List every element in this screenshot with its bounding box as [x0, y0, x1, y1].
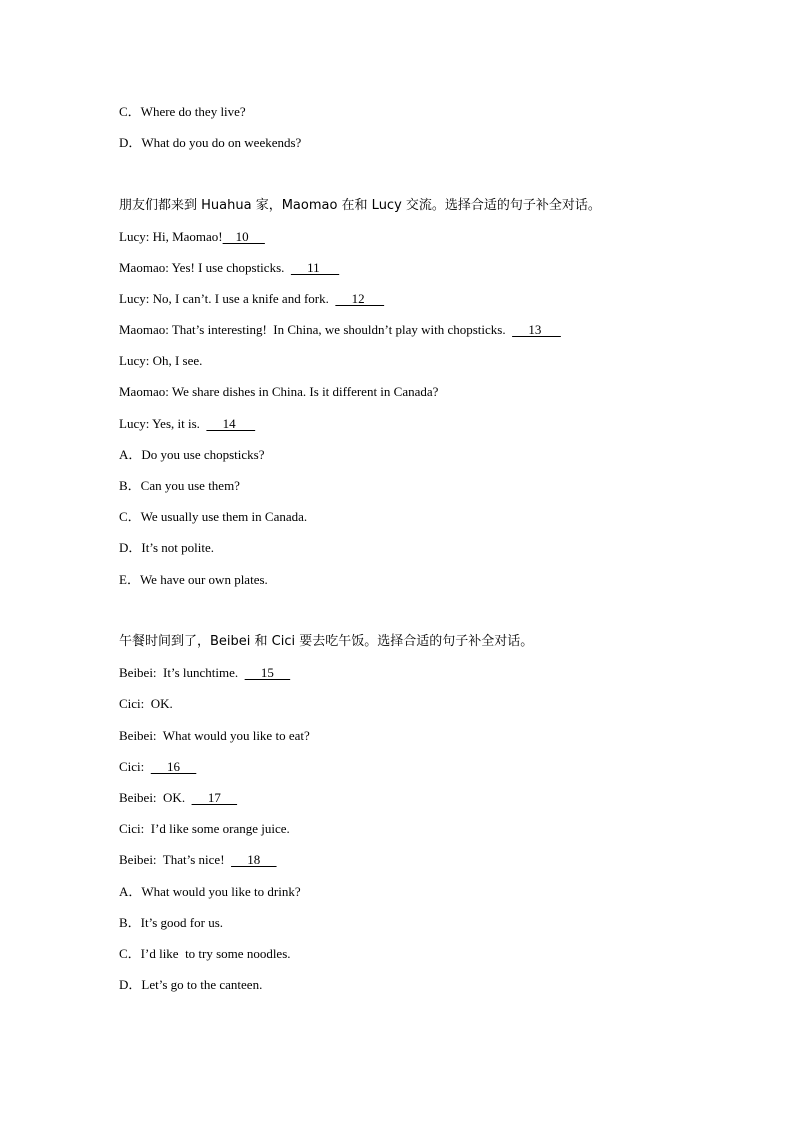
dialogue-text: Beibei: That’s nice! [119, 852, 232, 867]
dialogue-line [119, 789, 237, 807]
option-c: C．We usually use them in Canada. [119, 509, 308, 524]
option-c: C．I’d like to try some noodles. [119, 946, 291, 961]
dialogue-text: Lucy: Yes, it is. [119, 416, 207, 431]
option-d: D．It’s not polite. [119, 540, 214, 555]
dialogue-text: Beibei: OK. [119, 790, 192, 805]
answer-blank: 18 [231, 852, 277, 867]
answer-blank: 15 [244, 665, 291, 680]
option-a: A．Do you use chopsticks? [119, 447, 265, 462]
dialogue-text: Lucy: No, I can’t. I use a knife and fork. [119, 291, 336, 306]
dialogue-text: Lucy: Oh, I see. [119, 353, 203, 368]
dialogue-text: Cici: [119, 759, 151, 774]
dialogue-line [119, 259, 339, 277]
answer-blank: 13 [512, 322, 561, 337]
section-instruction: 朋友们都来到 Huahua 家，Maomao 在和 Lucy 交流。选择合适的句子补全对话。 [119, 198, 601, 213]
dialogue-line [119, 695, 173, 713]
dialogue-text: Cici: I’d like some orange juice. [119, 821, 290, 836]
dialogue-line [119, 664, 290, 682]
dialogue-line [119, 820, 290, 838]
option-b: B．It’s good for us. [119, 915, 224, 930]
dialogue-line [119, 383, 438, 401]
answer-blank: 16 [150, 759, 197, 774]
dialogue-line [119, 352, 202, 370]
option-d: D．Let’s go to the canteen. [119, 977, 263, 992]
section-instruction: 午餐时间到了，Beibei 和 Cici 要去吃午饭。选择合适的句子补全对话。 [119, 634, 534, 649]
dialogue-line [119, 758, 196, 776]
answer-blank: 10 [222, 229, 265, 244]
dialogue-line [119, 851, 277, 869]
dialogue-text: Beibei: What would you like to eat? [119, 728, 310, 743]
dialogue-text: Maomao: That’s interesting! In China, we shouldn’t play with chopsticks. [119, 322, 513, 337]
answer-blank: 11 [290, 260, 340, 275]
option-a: A．What would you like to drink? [119, 884, 301, 899]
dialogue-line [119, 228, 265, 246]
dialogue-text: Lucy: Hi, Maomao! [119, 229, 223, 244]
option-b: B．Can you use them? [119, 478, 240, 493]
dialogue-text: Maomao: We share dishes in China. Is it different in Canada? [119, 384, 439, 399]
answer-blank: 14 [206, 416, 256, 431]
option-d: D．What do you do on weekends? [119, 135, 302, 150]
option-c: C．Where do they live? [119, 104, 246, 119]
dialogue-line [119, 290, 384, 308]
answer-blank: 12 [335, 291, 385, 306]
option-e: E．We have our own plates. [119, 572, 268, 587]
dialogue-line [119, 415, 255, 433]
dialogue-text: Maomao: Yes! I use chopsticks. [119, 260, 291, 275]
dialogue-text: Beibei: It’s lunchtime. [119, 665, 245, 680]
answer-blank: 17 [191, 790, 238, 805]
dialogue-line [119, 321, 561, 339]
dialogue-line [119, 727, 310, 745]
dialogue-text: Cici: OK. [119, 696, 173, 711]
